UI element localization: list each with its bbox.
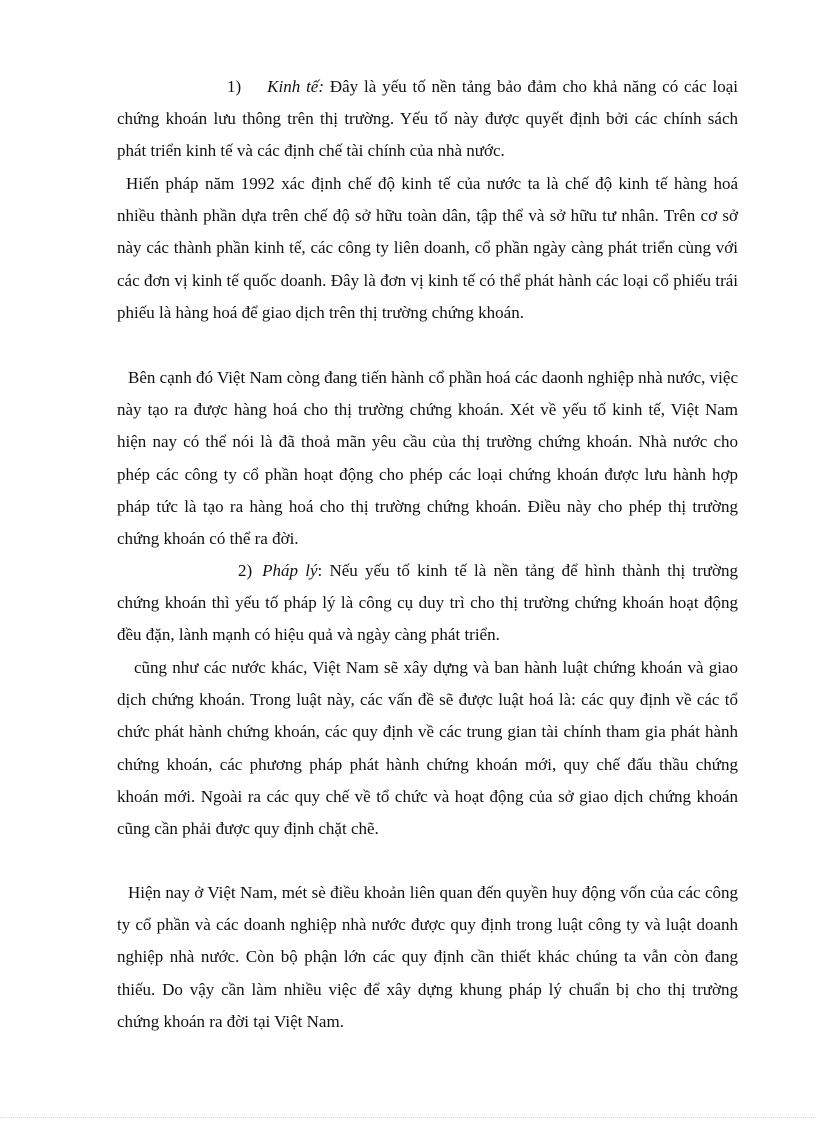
paragraph-constitution: [117, 168, 738, 329]
paragraph-equitization: [117, 362, 738, 555]
heading-kinh-te: Kinh tế:: [267, 77, 324, 96]
paragraph-securities-law: [117, 652, 738, 845]
paragraph-current-situation: [117, 877, 738, 1038]
paragraph-text: Hiến pháp năm 1992 xác định chế độ kinh tế của nước ta là chế độ kinh tế hàng hoá nhiều thành phần dựa trên chế độ sở hữu toàn dân, tập thể và sở hữu tư nhân. Trên cơ sở này các thành phần kinh tế, các công ty liên doanh, cổ phần ngày càng phát triển cùng với các đơn vị kinh tế quốc doanh. Đây là đơn vị kinh tế có thể phát hành các loại cổ phiếu trái phiếu là hàng hoá để giao dịch trên thị trường chứng khoán.: [117, 174, 738, 322]
heading-phap-ly: Pháp lý: [262, 561, 318, 580]
paragraph-text: Hiện nay ở Việt Nam, mét sè điều khoản liên quan đến quyền huy động vốn của các công ty cổ phần và các doanh nghiệp nhà nước được quy định trong luật công ty và luật doanh nghiệp nhà nước. Còn bộ phận lớn các quy định cần thiết khác chúng ta vẫn còn đang thiếu. Do vậy cần làm nhiều việc để xây dựng khung pháp lý chuẩn bị cho thị trường chứng khoán ra đời tại Việt Nam.: [117, 883, 738, 1031]
paragraph-text: : Nếu yếu tố kinh tế là nền tảng để hình thành thị trường chứng khoán thì yếu tố pháp lý là công cụ duy trì cho thị trường chứng khoán hoạt động đều đặn, lành mạnh có hiệu quả và ngày càng phát triển.: [117, 561, 739, 645]
paragraph-text: cũng như các nước khác, Việt Nam sẽ xây dựng và ban hành luật chứng khoán và giao dịch chứng khoán. Trong luật này, các vấn đề sẽ được luật hoá là: các quy định về các tổ chức phát hành chứng khoán, các quy định về các trung gian tài chính tham gia phát hành chứng khoán, các phương pháp phát hành chứng khoán mới, quy chế đấu thầu chứng khoán mới. Ngoài ra các quy chế về tổ chức và hoạt động của sở giao dịch chứng khoán cũng cần phải được quy định chặt chẽ.: [117, 658, 738, 839]
paragraph-text: Đây là yếu tố nền tảng bảo đảm cho khả năng có các loại chứng khoán lưu thông trên thị trường. Yếu tố này được quyết định bởi các chính sách phát triển kinh tế và các định chế tài chính của nhà nước.: [117, 77, 738, 161]
page-bottom-divider: [0, 1117, 816, 1118]
item-number-2: 2): [238, 561, 253, 580]
paragraph-text: Bên cạnh đó Việt Nam còng đang tiến hành cổ phần hoá các daonh nghiệp nhà nước, việc này tạo ra được hàng hoá cho thị trường chứng khoán. Xét về yếu tố kinh tế, Việt Nam hiện nay có thể nói là đã thoả mãn yêu cầu của thị trường chứng khoán. Nhà nước cho phép các công ty cổ phần hoạt động cho phép các loại chứng khoán được lưu hành hợp pháp tức là tạo ra hàng hoá cho thị trường chứng khoán. Điều này cho phép thị trường chứng khoán có thể ra đời.: [117, 368, 738, 549]
paragraph-economic-factor: [117, 71, 738, 168]
paragraph-legal-factor: [117, 555, 738, 652]
item-number-1: 1): [227, 77, 242, 96]
